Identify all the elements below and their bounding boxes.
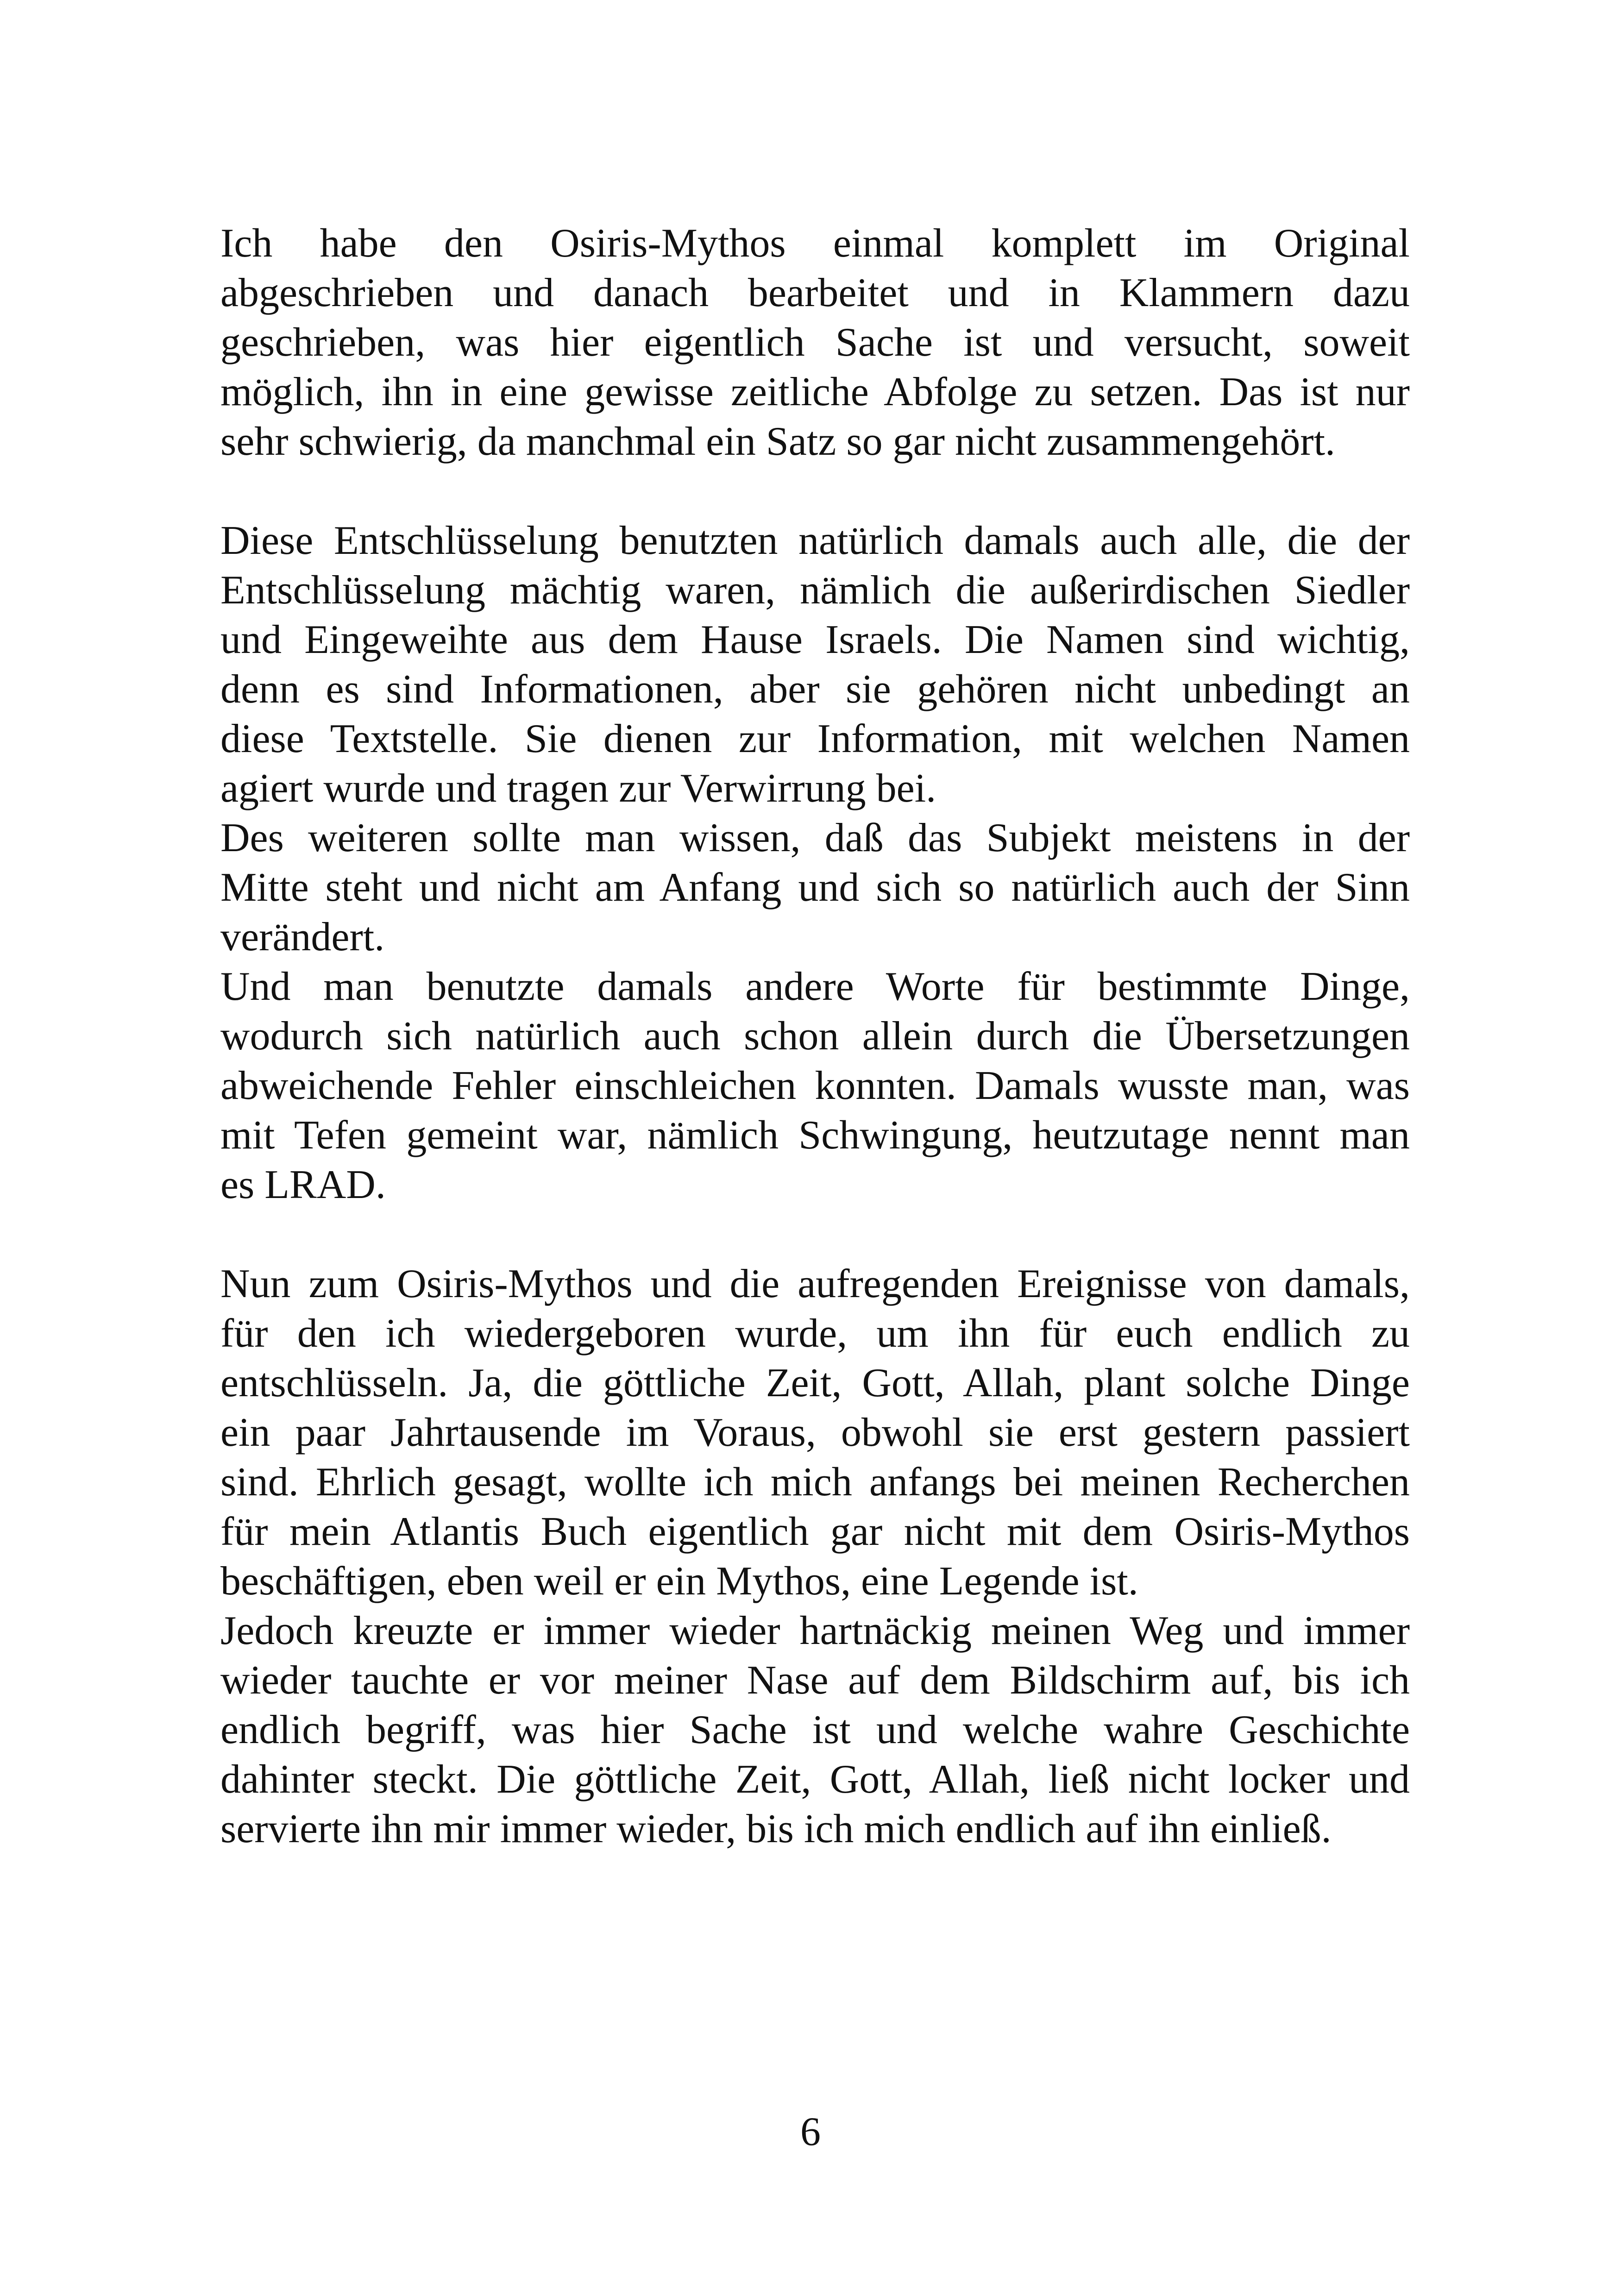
- text-line: Entschlüsselung mächtig waren, nämlich die außerirdischen Siedler: [220, 568, 1410, 613]
- text-line: diese Textstelle. Sie dienen zur Information, mit welchen Namen: [220, 716, 1410, 761]
- text-line: und Eingeweihte aus dem Hause Israels. Die Namen sind wichtig,: [220, 617, 1410, 662]
- text-line: denn es sind Informationen, aber sie gehören nicht unbedingt an: [220, 667, 1410, 712]
- text-line: wodurch sich natürlich auch schon allein durch die Übersetzungen: [220, 1014, 1410, 1059]
- text-line: Jedoch kreuzte er immer wieder hartnäckig meinen Weg und immer: [220, 1608, 1410, 1653]
- text-line: Und man benutzte damals andere Worte für bestimmte Dinge,: [220, 964, 1410, 1009]
- text-line: agiert wurde und tragen zur Verwirrung bei.: [220, 766, 936, 811]
- paragraph: [220, 1259, 1410, 1854]
- text-line: servierte ihn mir immer wieder, bis ich mich endlich auf ihn einließ.: [220, 1807, 1332, 1851]
- paragraph-gap: [220, 466, 1410, 516]
- text-line: Ich habe den Osiris-Mythos einmal komplett im Original: [220, 221, 1410, 266]
- text-line: möglich, ihn in eine gewisse zeitliche Abfolge zu setzen. Das ist nur: [220, 370, 1410, 414]
- paragraph-gap: [220, 1210, 1410, 1259]
- text-line: sind. Ehrlich gesagt, wollte ich mich anfangs bei meinen Recherchen: [220, 1460, 1410, 1505]
- text-line: Diese Entschlüsselung benutzten natürlich damals auch alle, die der: [220, 518, 1410, 563]
- text-line: geschrieben, was hier eigentlich Sache ist und versucht, soweit: [220, 320, 1410, 365]
- text-line: Nun zum Osiris-Mythos und die aufregenden Ereignisse von damals,: [220, 1261, 1410, 1306]
- page-number: 6: [800, 2109, 821, 2154]
- text-line: abgeschrieben und danach bearbeitet und in Klammern dazu: [220, 270, 1410, 315]
- body-text: [220, 219, 1410, 1854]
- paragraph: [220, 516, 1410, 1210]
- text-line: beschäftigen, eben weil er ein Mythos, eine Legende ist.: [220, 1559, 1138, 1604]
- text-line: wieder tauchte er vor meiner Nase auf dem Bildschirm auf, bis ich: [220, 1658, 1410, 1703]
- text-line: sehr schwierig, da manchmal ein Satz so gar nicht zusammengehört.: [220, 419, 1336, 464]
- text-line: mit Tefen gemeint war, nämlich Schwingung, heutzutage nennt man: [220, 1113, 1410, 1158]
- text-line: Mitte steht und nicht am Anfang und sich so natürlich auch der Sinn: [220, 865, 1410, 910]
- text-line: dahinter steckt. Die göttliche Zeit, Gott, Allah, ließ nicht locker und: [220, 1757, 1410, 1802]
- text-line: es LRAD.: [220, 1162, 386, 1207]
- text-line: verändert.: [220, 915, 385, 960]
- text-line: entschlüsseln. Ja, die göttliche Zeit, Gott, Allah, plant solche Dinge: [220, 1361, 1410, 1405]
- text-line: abweichende Fehler einschleichen konnten. Damals wusste man, was: [220, 1063, 1410, 1108]
- text-line: für mein Atlantis Buch eigentlich gar nicht mit dem Osiris-Mythos: [220, 1509, 1410, 1554]
- text-line: endlich begriff, was hier Sache ist und welche wahre Geschichte: [220, 1707, 1410, 1752]
- paragraph: [220, 219, 1410, 466]
- text-line: für den ich wiedergeboren wurde, um ihn für euch endlich zu: [220, 1311, 1410, 1356]
- text-line: Des weiteren sollte man wissen, daß das Subjekt meistens in der: [220, 816, 1410, 860]
- text-line: ein paar Jahrtausende im Voraus, obwohl sie erst gestern passiert: [220, 1410, 1410, 1455]
